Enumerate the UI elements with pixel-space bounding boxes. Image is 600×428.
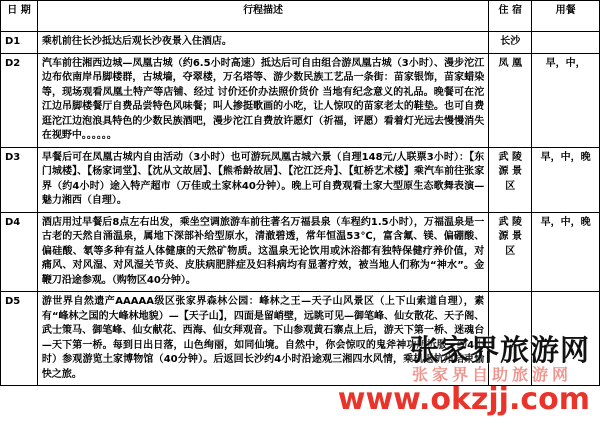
table-row: [1, 292, 600, 386]
header-date: 日 期: [1, 1, 38, 32]
watermark-subtitle: 张家界自助旅游网: [411, 365, 572, 384]
watermark-url: www.okzjj.com: [337, 382, 590, 417]
cell-meals: [532, 292, 600, 386]
table-header-row: [1, 1, 600, 32]
cell-day: D3: [1, 147, 38, 212]
cell-accommodation: 武 陵 源 景 区: [489, 147, 532, 212]
table-body: [1, 32, 600, 386]
cell-description: 早餐后可在凤凰古城内自由活动（3小时）也可游玩凤凰古城六景（自理148元/人联票3小时）：【东门城楼】、【杨家词堂】、【沈从文故居】、【熊希龄故居】、【沱江泛舟】、【虹桥艺术楼】乘汽车前往张家界（约4小时）途入特产超市（万佳或土家林40分钟）。晚上可自费观看土家大型原生态歌舞表演—魅力湘西（自理）。: [37, 147, 488, 212]
cell-day: D1: [1, 32, 38, 54]
cell-description: 游世界自然遗产AAAAA级区张家界森林公园：峰林之王—天子山风景区（上下山索道自理），素有“峰林之国的大峰林地貌）—【天子山】，四面是留峭壁，远眺可见—御笔峰、仙女散花、天子阁、武士策马、御笔峰、仙女献花、西海、仙女拜观音。下山参观黄石寨点上后，游天下第一桥、迷魂台—天下第一桥。每到日出日落，山色绚丽，如同仙境。自然中，你会惊叹的鬼斧神功所折服，约4小时）参观游览土家博物馆（40分钟）。后返回长沙约4小时沿途观三湘四水风情，乘机返杭州结束愉快之旅。: [37, 292, 488, 386]
cell-day: D4: [1, 212, 38, 292]
table-row: [1, 53, 600, 147]
cell-accommodation: 长沙: [489, 32, 532, 54]
table-row: [1, 212, 600, 292]
cell-accommodation: 凤 凰: [489, 53, 532, 147]
table-header: [1, 1, 600, 32]
cell-accommodation: 武 陵 源 景 区: [489, 212, 532, 292]
cell-meals: [532, 32, 600, 54]
cell-day: D5: [1, 292, 38, 386]
cell-meals: 早，中，: [532, 53, 600, 147]
header-accommodation: 住 宿: [489, 1, 532, 32]
table-row: [1, 147, 600, 212]
cell-day: D2: [1, 53, 38, 147]
cell-accommodation: [489, 292, 532, 386]
header-meals: 用餐: [532, 1, 600, 32]
cell-description: 乘机前往长沙抵达后观长沙夜景入住酒店。: [37, 32, 488, 54]
cell-meals: 早，中，晚: [532, 147, 600, 212]
watermark-brand: 张家界旅游网: [409, 333, 590, 367]
header-description: 行程描述: [37, 1, 488, 32]
cell-description: 酒店用过早餐后8点左右出发，乘坐空调旅游车前往著名万福县泉（车程约1.5小时），万福温泉是一古老的天然自涌温泉，属地下深部补给型原水，清澈碧透，常年恒温53℃，富含氟、镁、偏硼酸、偏硅酸、氡等多种有益人体健康的天然矿物质。这温泉无论饮用或沐浴都有独特保健疗养价值，对 痛风、对风湿、对风湿关节炎、皮肤病肥胖症及妇科病均有显著疗效，被当地人们称为“神水”。金鞭刀沿途参观。（购物区40分钟）。: [37, 212, 488, 292]
table-row: [1, 32, 600, 54]
cell-description: 汽车前往湘西边城—凤凰古城（约6.5小时高速）抵达后可自由组合游凤凰古城（3小时）、漫步沱江边布依南岸吊脚楼群，古城墙，夺翠楼，万名塔等、游少数民族工艺品一条街：苗家银饰，苗家蜡染等，现场观看凤凰土特产等店铺、经过 讨价还价办法照价货价 当地有纪念意义的礼品。晚餐可在沱江边吊脚楼餐厅自费品尝特色风味餐；叫人掺挺歌画的小吃，让人惊叹的苗家老太的鞋垫。也可自费逛沱江边泡浪具特色的少数民族酒吧，漫步沱江自费放许愿灯（祈福，评愿）看着灯光远去慢慢消失在视野中。。。。。。: [37, 53, 488, 147]
cell-meals: 早，中，晚: [532, 212, 600, 292]
